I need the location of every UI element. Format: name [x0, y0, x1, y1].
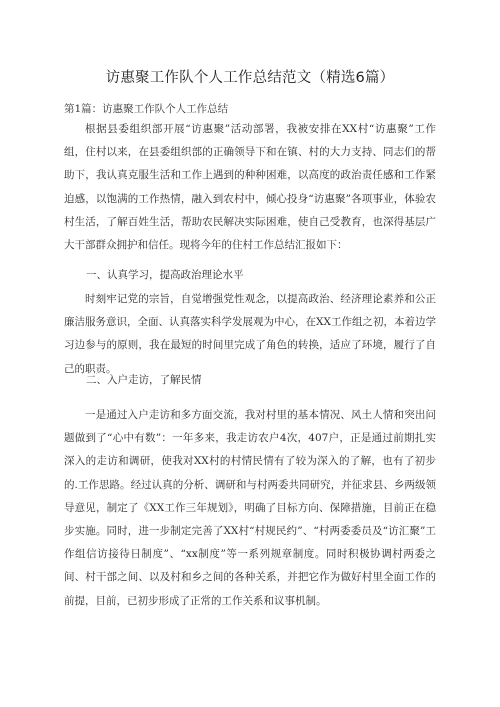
paragraph-visits: 一是通过入户走访和多方面交流，我对村里的基本情况、风土人情和突出问题做到了“心中有数”：一年多来，我走访农户4次，407户，正是通过前期扎实深入的走访和调研，使我对XX村的村情民情有了较为深入的了解，也有了初步的.工作思路。经过认真的分析、调研和与村两委共同研究，并征求县、乡两级领导意见，制定了《XX工作三年规划》，明确了目标方向、保障措施，目前正在稳步实施。同时，进一步制定完善了XX村“村规民约”、“村两委委员及“访汇聚”工作组信访接待日制度”、“xx制度”等一系列规章制度。同时积极协调村两委之间、村干部之间、以及村和乡之间的各种关系，并把它作为做好村里全面工作的前提，目前，已初步形成了正常的工作关系和议事机制。	[64, 409, 436, 607]
sub-heading-study: 一、认真学习，提高政治理论水平	[86, 269, 244, 281]
paragraph-intro: 根据县委组织部开展“访惠聚”活动部署，我被安排在XX村“访惠聚”工作组，住村以来，在县委组织部的正确领导下和在镇、村的大力支持、同志们的帮助下，我认真克服生活和工作上遇到的种种困难，以高度的政治责任感和工作紧迫感，以饱满的工作热情，融入到农村中，倾心投身“访惠聚”各项事业，体验农村生活，了解百姓生活，帮助农民解决实际困难，使自己受教育，也深得基层广大干部群众拥护和信任。现将今年的住村工作总结汇报如下：	[64, 123, 436, 252]
paragraph-study: 时刻牢记党的宗旨，自觉增强党性观念，以提高政治、经济理论素养和公正廉洁服务意识，全面、认真落实科学发展观为中心，在XX工作组之初，本着边学习边参与的原则，我在最短的时间里完成了角色的转换，适应了环境，履行了自己的职责。	[64, 293, 436, 375]
section-heading: 第1篇：访惠聚工作队个人工作总结	[64, 103, 229, 115]
sub-heading-visits: 二、入户走访，了解民情	[86, 374, 202, 386]
document-title: 访惠聚工作队个人工作总结范文（精选6篇）	[105, 70, 395, 86]
